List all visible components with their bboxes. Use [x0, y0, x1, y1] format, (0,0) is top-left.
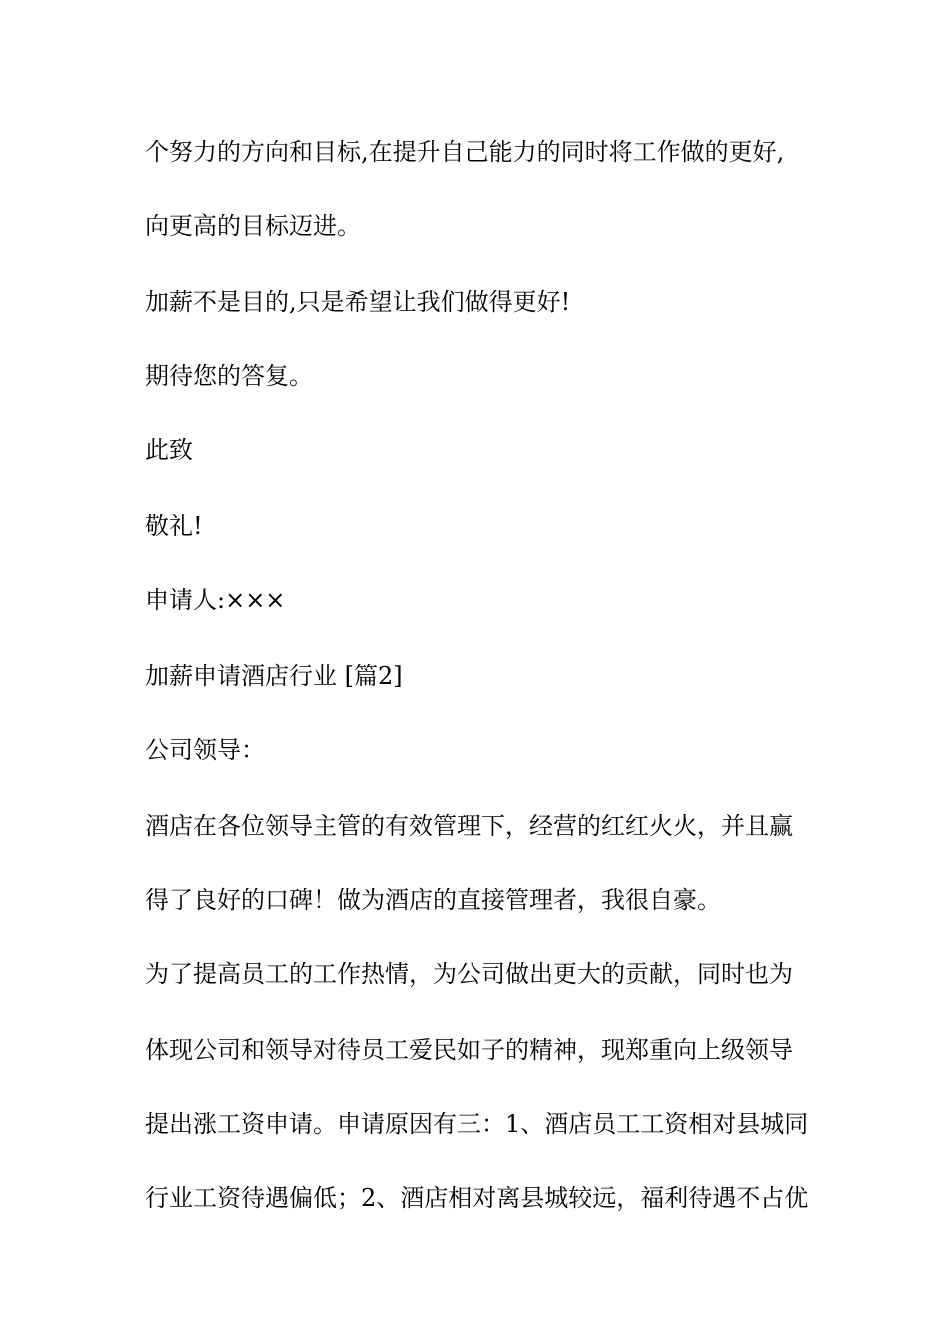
text-line-3: 加薪不是目的,只是希望让我们做得更好!	[145, 288, 571, 316]
section-heading: 加薪申请酒店行业 [篇2]	[145, 662, 403, 690]
text-line-13: 体现公司和领导对待员工爱民如子的精神，现郑重向上级领导	[145, 1036, 793, 1064]
closing-regards: 敬礼!	[145, 512, 203, 540]
text-line-15: 行业工资待遇偏低；2、酒店相对离县城较远，福利待遇不占优	[145, 1184, 809, 1212]
text-line-1: 个努力的方向和目标,在提升自己能力的同时将工作做的更好,	[145, 138, 785, 166]
text-line-10: 酒店在各位领导主管的有效管理下，经营的红红火火，并且赢	[145, 812, 793, 840]
applicant-signature: 申请人:×××	[145, 586, 286, 614]
closing-salutation: 此致	[145, 436, 193, 464]
text-line-2: 向更高的目标迈进。	[145, 212, 361, 240]
text-line-11: 得了良好的口碑！做为酒店的直接管理者，我很自豪。	[145, 886, 721, 914]
text-line-12: 为了提高员工的工作热情，为公司做出更大的贡献，同时也为	[145, 960, 793, 988]
addressee: 公司领导：	[145, 736, 265, 764]
text-line-14: 提出涨工资申请。申请原因有三：1、酒店员工工资相对县城同	[145, 1110, 809, 1138]
text-line-4: 期待您的答复。	[145, 362, 313, 390]
